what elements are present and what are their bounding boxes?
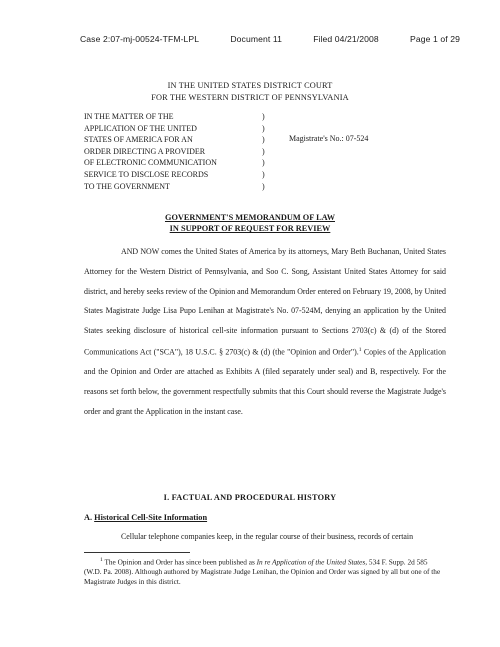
paren: ) bbox=[262, 146, 265, 156]
footnote-reference: 1 bbox=[358, 346, 362, 353]
footnote bbox=[84, 556, 444, 587]
magistrate-number: Magistrate's No.: 07-524 bbox=[289, 134, 369, 143]
memo-title-line-2: IN SUPPORT OF REQUEST FOR REVIEW bbox=[169, 224, 331, 233]
caption-line: IN THE MATTER OF THE bbox=[84, 112, 174, 121]
filing-header bbox=[80, 34, 460, 44]
caption-line: ORDER DIRECTING A PROVIDER bbox=[84, 146, 206, 156]
page-number: Page 1 of 29 bbox=[410, 34, 460, 44]
body-text bbox=[84, 242, 446, 422]
caption-line: TO THE GOVERNMENT bbox=[84, 181, 170, 191]
section-heading: I. FACTUAL AND PROCEDURAL HISTORY bbox=[163, 493, 337, 502]
subsection-title: Historical Cell-Site Information bbox=[94, 513, 208, 522]
court-line-2: FOR THE WESTERN DISTRICT OF PENNSYLVANIA bbox=[151, 92, 349, 102]
paren: ) bbox=[262, 112, 265, 121]
document-number: Document 11 bbox=[230, 34, 282, 44]
caption-line: STATES OF AMERICA FOR AN bbox=[84, 135, 193, 145]
court-line-1: IN THE UNITED STATES DISTRICT COURT bbox=[167, 81, 333, 90]
paragraph bbox=[84, 242, 446, 422]
footnote-text: The Opinion and Order has since been published as bbox=[102, 557, 257, 567]
caption-line: OF ELECTRONIC COMMUNICATION bbox=[84, 158, 217, 168]
case-caption bbox=[84, 111, 284, 192]
filed-date: Filed 04/21/2008 bbox=[313, 34, 379, 44]
footnote-text-continued: , 534 F. Supp. 2d 585 (W.D. Pa. 2008). Although authored by Magistrate Judge Lenihan, the Opinion and Order was signed by all but one of the Magistrate Judges in this district. bbox=[84, 557, 441, 586]
court-heading bbox=[0, 80, 500, 103]
caption-line: SERVICE TO DISCLOSE RECORDS bbox=[84, 169, 209, 179]
paren: ) bbox=[262, 181, 265, 191]
case-number: Case 2:07-mj-00524-TFM-LPL bbox=[80, 34, 200, 44]
paren: ) bbox=[262, 123, 265, 133]
memo-title-line-1: GOVERNMENT'S MEMORANDUM OF LAW bbox=[164, 213, 335, 222]
footnote-marker: 1 bbox=[100, 557, 103, 563]
paragraph-text: AND NOW comes the United States of America by its attorneys, Mary Beth Buchanan, United States Attorney for the Western District of Pennsylvania, and Soo C. Song, Assistant United States Attorney for said district, and hereby seeks review of the Opinion and Memorandum Order entered on February 19, 2008, by United States Magistrate Judge Lisa Pupo Lenihan at Magistrate's No. 07-524M, denying an application by the United States seeking disclosure of historical cell-site information pursuant to Sections 2703(c) & (d) of the Stored Communications Act ("SCA"), 18 U.S.C. § 2703(c) & (d) (the "Opinion and Order"). bbox=[84, 247, 446, 357]
caption-line: APPLICATION OF THE UNITED bbox=[84, 123, 197, 133]
paren: ) bbox=[262, 135, 265, 145]
caption-parentheses bbox=[262, 111, 265, 192]
subsection-heading bbox=[84, 513, 207, 522]
subsection-label: A. bbox=[84, 513, 93, 522]
paragraph-text-continued: Copies of the Application and the Opinion and Order are attached as Exhibits A (filed separately under seal) and B, respectively. For the reasons set forth below, the government respectfully submits that this Court should reverse the Magistrate Judge's order and grant the Application in the instant case. bbox=[84, 347, 446, 416]
footnote-case-name: In re Application of the United States bbox=[256, 557, 366, 567]
paragraph: Cellular telephone companies keep, in the regular course of their business, records of certain bbox=[121, 532, 414, 541]
paren: ) bbox=[262, 158, 265, 168]
memorandum-title bbox=[0, 212, 500, 234]
paren: ) bbox=[262, 169, 265, 179]
footnote-divider bbox=[84, 552, 190, 553]
